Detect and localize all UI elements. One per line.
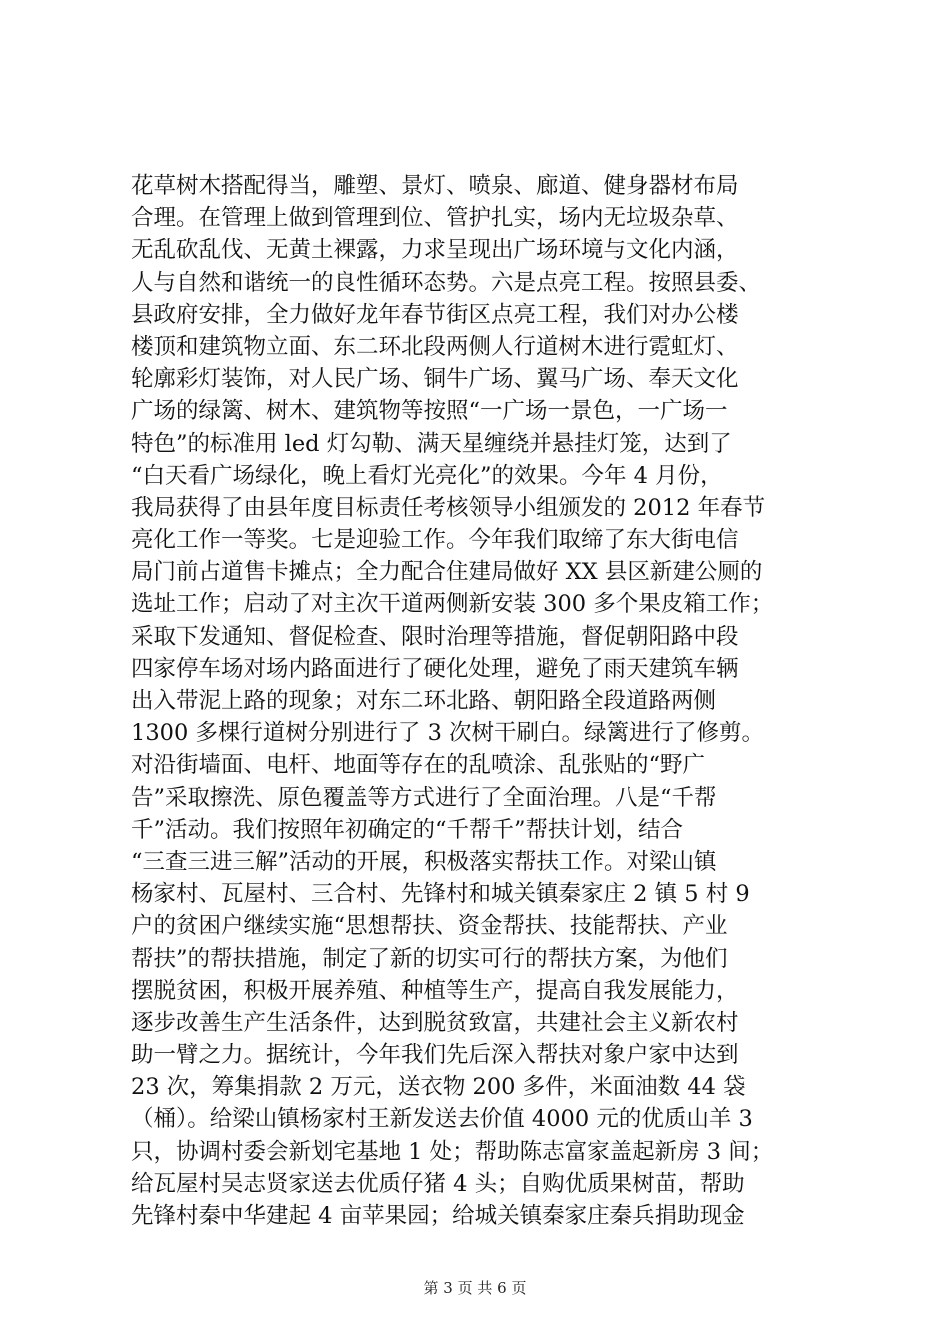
text-line: 逐步改善生产生活条件，达到脱贫致富，共建社会主义新农村 bbox=[131, 1009, 739, 1036]
text-line: “三查三进三解”活动的开展，积极落实帮扶工作。对梁山镇 bbox=[131, 848, 717, 875]
text-line: 县政府安排，全力做好龙年春节街区点亮工程，我们对办公楼 bbox=[131, 301, 739, 328]
body-text bbox=[131, 170, 841, 1232]
text-line: 摆脱贫困，积极开展养殖、种植等生产，提高自我发展能力， bbox=[131, 977, 739, 1004]
text-line: 对沿街墙面、电杆、地面等存在的乱喷涂、乱张贴的“野广 bbox=[131, 752, 706, 779]
text-line: 选址工作；启动了对主次干道两侧新安装 300 多个果皮箱工作； bbox=[131, 591, 774, 618]
text-line: 1300 多棵行道树分别进行了 3 次树干刷白。绿篱进行了修剪。 bbox=[131, 720, 765, 747]
text-line: 千”活动。我们按照年初确定的“千帮千”帮扶计划，结合 bbox=[131, 816, 684, 843]
text-line: 助一臂之力。据统计，今年我们先后深入帮扶对象户家中达到 bbox=[131, 1042, 739, 1069]
text-line: 四家停车场对场内路面进行了硬化处理，避免了雨天建筑车辆 bbox=[131, 655, 739, 682]
text-line: 给瓦屋村吴志贤家送去优质仔猪 4 头；自购优质果树苗，帮助 bbox=[131, 1170, 745, 1197]
text-line: 广场的绿篱、树木、建筑物等按照“一广场一景色，一广场一 bbox=[131, 398, 728, 425]
text-line: 23 次，筹集捐款 2 万元，送衣物 200 多件，米面油数 44 袋 bbox=[131, 1074, 746, 1101]
text-line: 户的贫困户继续实施“思想帮扶、资金帮扶、技能帮扶、产业 bbox=[131, 913, 728, 940]
text-line: 只，协调村委会新划宅基地 1 处；帮助陈志富家盖起新房 3 间； bbox=[131, 1138, 774, 1165]
text-line: “白天看广场绿化，晚上看灯光亮化”的效果。今年 4 月份， bbox=[131, 462, 723, 489]
text-line: 楼顶和建筑物立面、东二环北段两侧人行道树木进行霓虹灯、 bbox=[131, 333, 739, 360]
text-line: 我局获得了由县年度目标责任考核领导小组颁发的 2012 年春节 bbox=[131, 494, 766, 521]
text-line: 采取下发通知、督促检查、限时治理等措施，督促朝阳路中段 bbox=[131, 623, 739, 650]
text-line: （桶）。给梁山镇杨家村王新发送去价值 4000 元的优质山羊 3 bbox=[131, 1106, 753, 1133]
text-line: 帮扶”的帮扶措施，制定了新的切实可行的帮扶方案，为他们 bbox=[131, 945, 728, 972]
text-line: 杨家村、瓦屋村、三合村、先锋村和城关镇秦家庄 2 镇 5 村 9 bbox=[131, 881, 750, 908]
text-line: 局门前占道售卡摊点；全力配合住建局做好 XX 县区新建公厕的 bbox=[131, 559, 763, 586]
text-line: 无乱砍乱伐、无黄土裸露，力求呈现出广场环境与文化内涵， bbox=[131, 237, 739, 264]
text-line: 人与自然和谐统一的良性循环态势。六是点亮工程。按照县委、 bbox=[131, 269, 762, 296]
text-line: 花草树木搭配得当，雕塑、景灯、喷泉、廊道、健身器材布局 bbox=[131, 173, 739, 199]
text-line: 告”采取擦洗、原色覆盖等方式进行了全面治理。八是“千帮 bbox=[131, 784, 717, 811]
page-footer: 第 3 页 共 6 页 bbox=[423, 1279, 527, 1297]
text-line: 亮化工作一等奖。七是迎验工作。今年我们取缔了东大街电信 bbox=[131, 527, 739, 554]
text-line: 轮廓彩灯装饰，对人民广场、铜牛广场、翼马广场、奉天文化 bbox=[131, 366, 739, 393]
text-line: 特色”的标准用 led 灯勾勒、满天星缠绕并悬挂灯笼，达到了 bbox=[131, 430, 732, 457]
text-line: 先锋村秦中华建起 4 亩苹果园；给城关镇秦家庄秦兵捐助现金 bbox=[131, 1203, 745, 1229]
text-line: 合理。在管理上做到管理到位、管护扎实，场内无垃圾杂草、 bbox=[131, 205, 739, 232]
text-line: 出入带泥上路的现象；对东二环北路、朝阳路全段道路两侧 bbox=[131, 688, 717, 714]
